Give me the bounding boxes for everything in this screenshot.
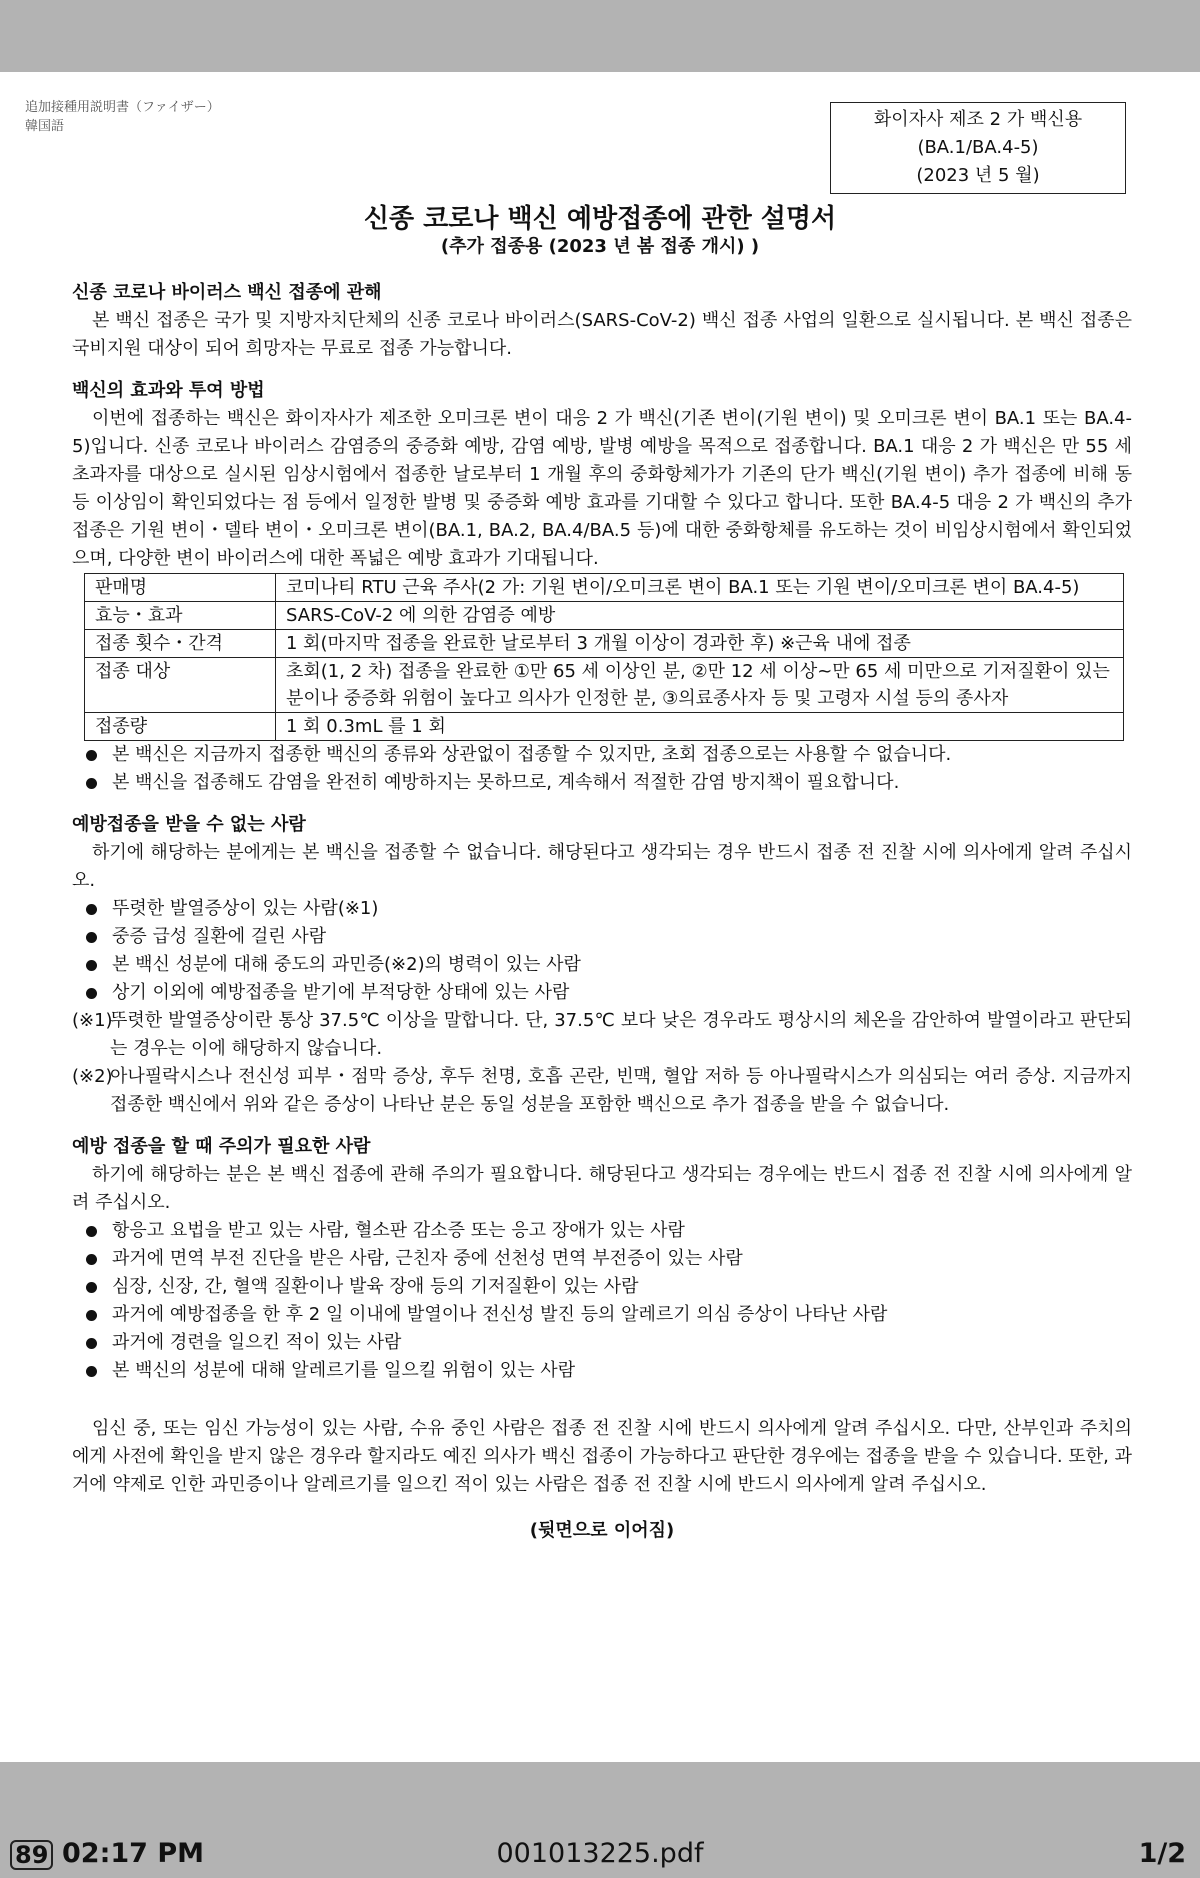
list-item-text: 본 백신의 성분에 대해 알레르기를 일으킬 위험이 있는 사람 bbox=[112, 1360, 576, 1381]
footnote-mark: (※2) bbox=[72, 1066, 113, 1087]
list-item bbox=[72, 741, 1132, 769]
list-item-text: 상기 이외에 예방접종을 받기에 부적당한 상태에 있는 사람 bbox=[112, 982, 570, 1003]
table-cell-value: 1 회 0.3mL 를 1 회 bbox=[276, 713, 1124, 741]
table-cell-value: SARS-CoV-2 에 의한 감염증 예방 bbox=[276, 602, 1124, 630]
table-cell-label: 판매명 bbox=[85, 574, 276, 602]
list-item bbox=[72, 923, 1132, 951]
section-about bbox=[72, 279, 1132, 363]
table-row bbox=[85, 574, 1124, 602]
bullet-list bbox=[72, 1217, 1132, 1385]
bullet-dot-icon bbox=[86, 778, 97, 789]
list-item bbox=[72, 1245, 1132, 1273]
list-item-text: 심장, 신장, 간, 혈액 질환이나 발육 장애 등의 기저질환이 있는 사람 bbox=[112, 1276, 639, 1297]
bullet-dot-icon bbox=[86, 1226, 97, 1237]
document-title: 신종 코로나 백신 예방접종에 관한 설명서 bbox=[363, 204, 837, 234]
header-note-line2: 韓国語 bbox=[25, 119, 65, 134]
list-item bbox=[72, 769, 1132, 797]
viewer-status-bar bbox=[0, 1828, 1200, 1878]
clock-time: 02:17 PM bbox=[62, 1838, 205, 1869]
section-ineligible bbox=[72, 811, 1132, 1119]
footnote-1 bbox=[72, 1007, 1132, 1063]
edition-line1: 화이자사 제조 2 가 백신용 bbox=[873, 109, 1083, 130]
table-row bbox=[85, 630, 1124, 658]
list-item bbox=[72, 951, 1132, 979]
list-item-text: 뚜렷한 발열증상이 있는 사람(※1) bbox=[112, 898, 379, 919]
document-body bbox=[72, 279, 1132, 1545]
bullet-dot-icon bbox=[86, 1282, 97, 1293]
list-item bbox=[72, 1273, 1132, 1301]
table-cell-label: 접종 대상 bbox=[85, 658, 276, 713]
list-item bbox=[72, 1301, 1132, 1329]
bullet-dot-icon bbox=[86, 1254, 97, 1265]
table-cell-label: 접종 횟수・간격 bbox=[85, 630, 276, 658]
table-cell-value: 초회(1, 2 차) 접종을 완료한 ①만 65 세 이상인 분, ②만 12 세 이상~만 65 세 미만으로 기저질환이 있는 분이나 중증화 위험이 높다고 의사가 인정한 분, ③의료종사자 등 및 고령자 시설 등의 종사자 bbox=[276, 658, 1124, 713]
table-cell-value: 1 회(마지막 접종을 완료한 날로부터 3 개월 이상이 경과한 후) ※근육 내에 접종 bbox=[276, 630, 1124, 658]
table-row bbox=[85, 658, 1124, 713]
battery-badge: 89 bbox=[10, 1840, 53, 1870]
list-item-text: 과거에 경련을 일으킨 적이 있는 사람 bbox=[112, 1332, 402, 1353]
section-text: 하기에 해당하는 분은 본 백신 접종에 관해 주의가 필요합니다. 해당된다고 생각되는 경우에는 반드시 접종 전 진찰 시에 의사에게 알려 주십시오. bbox=[72, 1164, 1132, 1213]
list-item-text: 본 백신을 접종해도 감염을 완전히 예방하지는 못하므로, 계속해서 적절한 감염 방지책이 필요합니다. bbox=[112, 772, 900, 793]
list-item-text: 과거에 면역 부전 진단을 받은 사람, 근친자 중에 선천성 면역 부전증이 있는 사람 bbox=[112, 1248, 743, 1269]
section-text: 하기에 해당하는 분에게는 본 백신을 접종할 수 없습니다. 해당된다고 생각되는 경우 반드시 접종 전 진찰 시에 의사에게 알려 주십시오. bbox=[72, 842, 1132, 891]
footnote-2 bbox=[72, 1063, 1132, 1119]
footnote-mark: (※1) bbox=[72, 1010, 113, 1031]
bullet-dot-icon bbox=[86, 1310, 97, 1321]
bullet-dot-icon bbox=[86, 904, 97, 915]
list-item-text: 과거에 예방접종을 한 후 2 일 이내에 발열이나 전신성 발진 등의 알레르기 의심 증상이 나타난 사람 bbox=[112, 1304, 888, 1325]
bullet-dot-icon bbox=[86, 960, 97, 971]
edition-line2: (BA.1/BA.4-5) bbox=[917, 137, 1039, 158]
table-cell-label: 접종량 bbox=[85, 713, 276, 741]
section-text: 본 백신 접종은 국가 및 지방자치단체의 신종 코로나 바이러스(SARS-CoV-2) 백신 접종 사업의 일환으로 실시됩니다. 본 백신 접종은 국비지원 대상이 되어 희망자는 무료로 접종 가능합니다. bbox=[72, 310, 1132, 359]
header-note-line1: 追加接種用説明書（ファイザー） bbox=[25, 100, 220, 115]
bullet-dot-icon bbox=[86, 932, 97, 943]
list-item bbox=[72, 1357, 1132, 1385]
footnote-text: 아나필락시스나 전신성 피부・점막 증상, 후두 천명, 호흡 곤란, 빈맥, 혈압 저하 등 아나필락시스가 의심되는 여러 증상. 지금까지 접종한 백신에서 위와 같은 증상이 나타난 분은 동일 성분을 포함한 백신으로 추가 접종을 받을 수 없습니다. bbox=[110, 1066, 1132, 1115]
pregnancy-note: 임신 중, 또는 임신 가능성이 있는 사람, 수유 중인 사람은 접종 전 진찰 시에 반드시 의사에게 알려 주십시오. 다만, 산부인과 주치의에게 사전에 확인을 받지 않은 경우라 할지라도 예진 의사가 백신 접종이 가능하다고 판단한 경우에는 접종을 받을 수 있습니다. 또한, 과거에 약제로 인한 과민증이나 알레르기를 일으킨 적이 있는 사람은 접종 전 진찰 시에 반드시 의사에게 알려 주십시오. bbox=[72, 1418, 1132, 1495]
edition-line3: (2023 년 5 월) bbox=[916, 165, 1040, 186]
vaccine-info-table bbox=[84, 573, 1124, 741]
section-text: 이번에 접종하는 백신은 화이자사가 제조한 오미크론 변이 대응 2 가 백신(기존 변이(기원 변이) 및 오미크론 변이 BA.1 또는 BA.4-5)입니다. 신종 코로나 바이러스 감염증의 중증화 예방, 감염 예방, 발병 예방을 목적으로 접종합니다. BA.1 대응 2 가 백신은 만 55 세 초과자를 대상으로 실시된 임상시험에서 접종한 날로부터 1 개월 후의 중화항체가가 기존의 단가 백신(기원 변이) 추가 접종에 비해 동등 이상임이 확인되었다는 점 등에서 일정한 발병 및 중증화 예방 효과를 기대할 수 있다고 합니다. 또한 BA.4-5 대응 2 가 백신의 추가 접종은 기원 변이・델타 변이・오미크론 변이(BA.1, BA.2, BA.4/BA.5 등)에 대한 중화항체를 유도하는 것이 비임상시험에서 확인되었으며, 다양한 변이 바이러스에 대한 폭넓은 예방 효과가 기대됩니다. bbox=[72, 408, 1132, 569]
bullet-dot-icon bbox=[86, 1338, 97, 1349]
table-cell-value: 코미나티 RTU 근육 주사(2 가: 기원 변이/오미크론 변이 BA.1 또는 기원 변이/오미크론 변이 BA.4-5) bbox=[276, 574, 1124, 602]
table-row bbox=[85, 602, 1124, 630]
edition-box bbox=[830, 102, 1126, 194]
section-heading: 신종 코로나 바이러스 백신 접종에 관해 bbox=[72, 282, 382, 303]
list-item-text: 본 백신 성분에 대해 중도의 과민증(※2)의 병력이 있는 사람 bbox=[112, 954, 581, 975]
table-cell-label: 효능・효과 bbox=[85, 602, 276, 630]
bullet-list bbox=[72, 895, 1132, 1007]
file-name: 001013225.pdf bbox=[496, 1838, 704, 1869]
section-heading: 예방 접종을 할 때 주의가 필요한 사람 bbox=[72, 1136, 371, 1157]
header-note bbox=[25, 98, 220, 136]
list-item bbox=[72, 895, 1132, 923]
continued-note: (뒷면으로 이어짐) bbox=[529, 1520, 675, 1541]
document-subtitle: (추가 접종용 (2023 년 봄 접종 개시) ) bbox=[440, 236, 760, 257]
footnote-text: 뚜렷한 발열증상이란 통상 37.5℃ 이상을 말합니다. 단, 37.5℃ 보다 낮은 경우라도 평상시의 체온을 감안하여 발열이라고 판단되는 경우는 이에 해당하지 않습니다. bbox=[110, 1010, 1132, 1059]
list-item bbox=[72, 979, 1132, 1007]
bullet-dot-icon bbox=[86, 750, 97, 761]
bullet-dot-icon bbox=[86, 988, 97, 999]
section-caution bbox=[72, 1133, 1132, 1499]
section-heading: 백신의 효과와 투여 방법 bbox=[72, 380, 265, 401]
section-efficacy bbox=[72, 377, 1132, 797]
bullet-list bbox=[72, 741, 1132, 797]
list-item-text: 본 백신은 지금까지 접종한 백신의 종류와 상관없이 접종할 수 있지만, 초회 접종으로는 사용할 수 없습니다. bbox=[112, 744, 952, 765]
pdf-page bbox=[0, 72, 1200, 1762]
page-indicator[interactable]: 1/2 bbox=[1138, 1838, 1186, 1869]
list-item-text: 항응고 요법을 받고 있는 사람, 혈소판 감소증 또는 응고 장애가 있는 사람 bbox=[112, 1220, 685, 1241]
section-heading: 예방접종을 받을 수 없는 사람 bbox=[72, 814, 306, 835]
list-item-text: 중증 급성 질환에 걸린 사람 bbox=[112, 926, 327, 947]
list-item bbox=[72, 1217, 1132, 1245]
bullet-dot-icon bbox=[86, 1366, 97, 1377]
list-item bbox=[72, 1329, 1132, 1357]
table-row bbox=[85, 713, 1124, 741]
